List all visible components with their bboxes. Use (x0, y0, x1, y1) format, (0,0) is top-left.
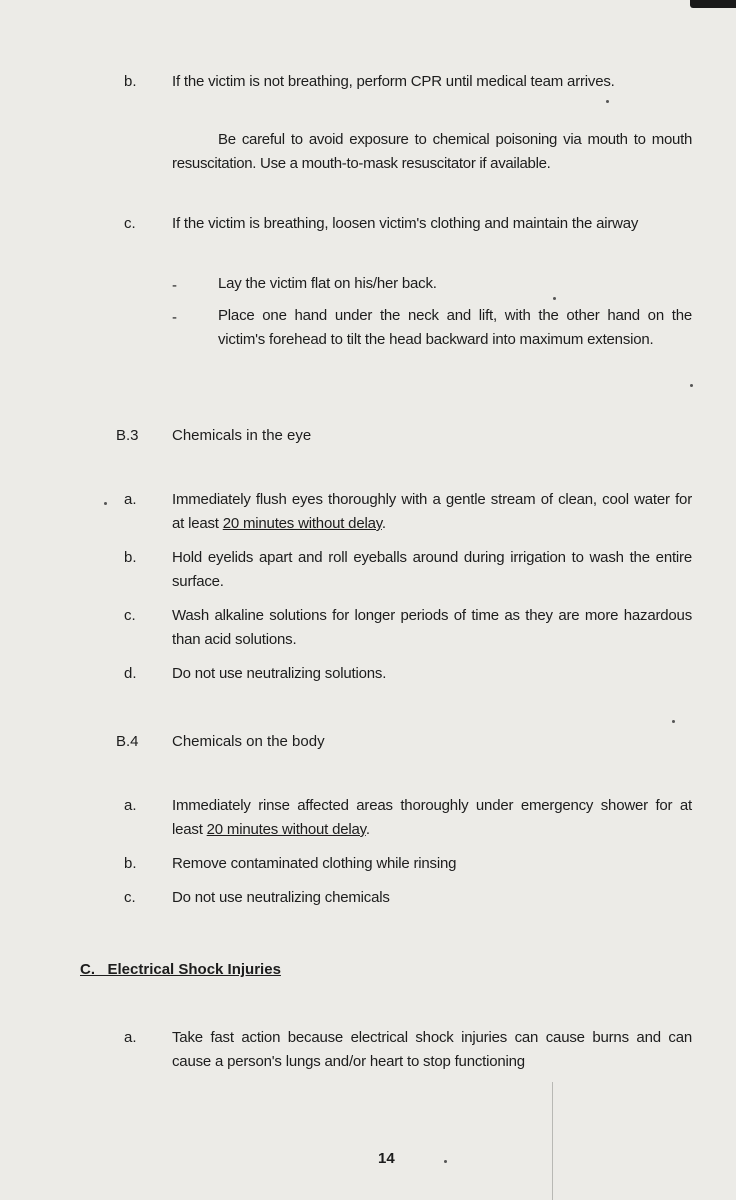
list-item-text: If the victim is breathing, loosen victim's clothing and maintain the airway (172, 215, 639, 232)
list-marker: a. (124, 1029, 137, 1046)
scan-speck (606, 100, 609, 103)
bullet-text: Lay the victim flat on his/her back. (218, 275, 437, 292)
scan-speck (553, 297, 556, 300)
list-item-text: Take fast action because electrical shock injuries can cause burns and can cause a person's lungs and/or heart to stop functioning (172, 1029, 692, 1070)
list-item-text: Do not use neutralizing solutions. (172, 665, 387, 682)
page-number: 14 (378, 1150, 395, 1167)
section-number: B.3 (116, 427, 139, 444)
list-item-text (172, 488, 692, 536)
list-marker: b. (124, 73, 137, 90)
underlined-emphasis: 20 minutes without delay (206, 821, 366, 838)
list-marker: b. (124, 855, 137, 872)
list-item-text: If the victim is not breathing, perform CPR until medical team arrives. (172, 73, 615, 90)
list-item-text (172, 794, 692, 842)
section-number: B.4 (116, 733, 139, 750)
list-item-text: Hold eyelids apart and roll eyeballs around during irrigation to wash the entire surface. (172, 549, 692, 590)
scan-speck (444, 1160, 447, 1163)
list-item-text: Wash alkaline solutions for longer periods of time as they are more hazardous than acid solutions. (172, 607, 692, 648)
list-marker: a. (124, 797, 137, 814)
underlined-emphasis: 20 minutes without delay (222, 515, 382, 532)
page-corner-mark (690, 0, 736, 8)
bullet-dash: - (172, 309, 177, 326)
scan-speck (672, 720, 675, 723)
list-marker: c. (124, 215, 136, 232)
list-marker: b. (124, 549, 137, 566)
scan-speck (104, 502, 107, 505)
list-marker: c. (124, 607, 136, 624)
item-text-main: Immediately rinse affected areas thoroughly under emergency shower for at least (172, 797, 692, 838)
section-title: Chemicals on the body (172, 733, 325, 750)
item-text-main: Immediately flush eyes thoroughly with a gentle stream of clean, cool water for at least (172, 491, 692, 532)
caution-note: Be careful to avoid exposure to chemical poisoning via mouth to mouth resuscitation. Use a mouth-to-mask resuscitator if available. (172, 131, 692, 172)
item-text-tail: . (365, 821, 370, 838)
bullet-dash: - (172, 277, 177, 294)
scan-speck (690, 384, 693, 387)
list-item-text: Do not use neutralizing chemicals (172, 889, 390, 906)
scan-line (552, 1082, 553, 1200)
bullet-text: Place one hand under the neck and lift, with the other hand on the victim's forehead to tilt the head backward into maximum extension. (218, 307, 692, 348)
list-marker: a. (124, 491, 137, 508)
section-title: Chemicals in the eye (172, 427, 312, 444)
list-marker: d. (124, 665, 137, 682)
section-heading: C. Electrical Shock Injuries (80, 961, 281, 978)
list-marker: c. (124, 889, 136, 906)
list-item-text: Remove contaminated clothing while rinsing (172, 855, 457, 872)
item-text-tail: . (381, 515, 386, 532)
